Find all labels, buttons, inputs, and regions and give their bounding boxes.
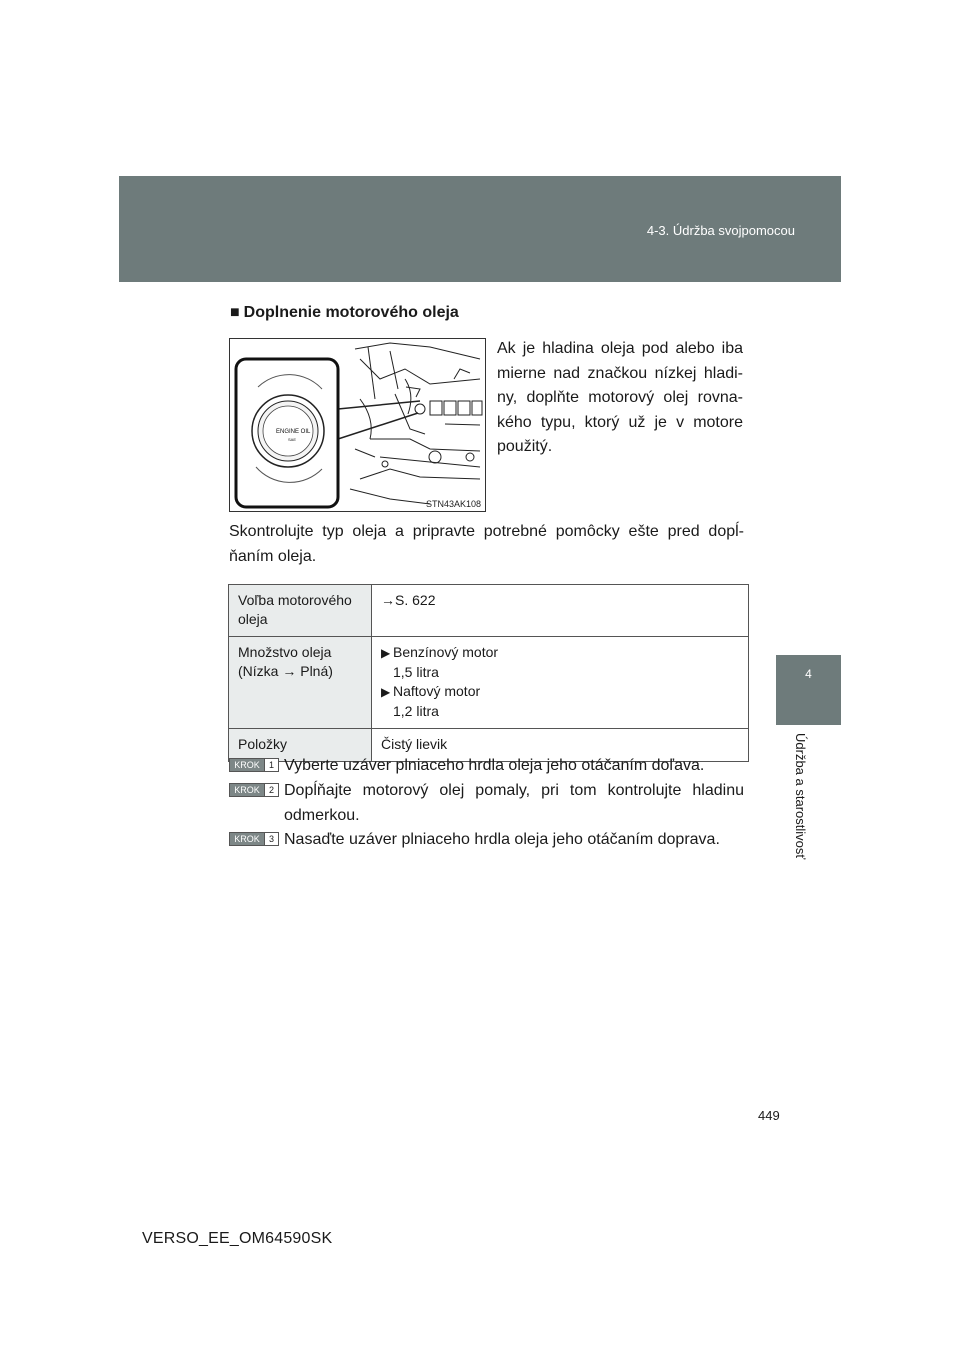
table-row-value: Čistý lievik — [372, 729, 749, 762]
triangle-bullet-icon: ▶ — [381, 646, 391, 660]
chapter-number: 4 — [805, 667, 812, 681]
chapter-tab — [776, 655, 841, 725]
step-text: Dopĺňajte motorový olej pomaly, pri tom kontrolujte hladinu odmerkou. — [284, 782, 744, 824]
chapter-label: Údržba a starostlivosť — [793, 733, 808, 860]
table-row-label: Množstvo oleja (Nízka → Plná) — [229, 637, 372, 729]
intro-paragraph: Ak je hladina oleja pod alebo iba mierne nad značkou nízkej hladi-ny, doplňte motorový olej rovna-kého typu, ktorý už je v motore použitý. — [497, 340, 743, 455]
oil-amount: 1,5 litra — [393, 664, 439, 680]
step-1 — [229, 754, 744, 779]
step-badge-number: 1 — [264, 759, 278, 771]
step-badge — [229, 783, 279, 797]
table-row-label: Voľba motorového oleja — [229, 585, 372, 637]
specification-table — [228, 584, 749, 762]
table-row — [229, 585, 749, 637]
engine-oil-cap-figure — [229, 338, 486, 512]
oil-amount: 1,2 litra — [393, 703, 439, 719]
list-item — [381, 682, 739, 721]
cap-label-sub: SAE — [288, 437, 297, 442]
table-row-value: →S. 622 — [372, 585, 749, 637]
page-number: 449 — [758, 1108, 780, 1123]
header-section-title: 4-3. Údržba svojpomocou — [646, 223, 795, 238]
step-badge-word: KROK — [230, 833, 264, 845]
cap-label-main: ENGINE OIL — [276, 429, 311, 435]
step-3 — [229, 828, 744, 853]
preparation-paragraph: Skontrolujte typ oleja a pripravte potrebné pomôcky ešte pred dopĺ-ňaním oleja. — [229, 523, 744, 565]
step-badge — [229, 832, 279, 846]
step-badge — [229, 758, 279, 772]
section-title-text: Doplnenie motorového oleja — [243, 304, 459, 321]
table-row-label: Položky — [229, 729, 372, 762]
engine-type: Naftový motor — [393, 683, 481, 699]
step-badge-word: KROK — [230, 784, 264, 796]
table-row-value — [372, 637, 749, 729]
table-row — [229, 637, 749, 729]
triangle-bullet-icon: ▶ — [381, 685, 391, 699]
square-bullet-icon: ■ — [230, 304, 240, 321]
document-code: VERSO_EE_OM64590SK — [142, 1230, 333, 1247]
step-text: Vyberte uzáver plniaceho hrdla oleja jeho otáčaním doľava. — [284, 757, 705, 774]
list-item — [381, 643, 739, 682]
engine-bay-illustration — [230, 339, 485, 511]
step-badge-number: 2 — [264, 784, 278, 796]
figure-code: STN43AK108 — [425, 499, 481, 509]
step-badge-word: KROK — [230, 759, 264, 771]
step-badge-number: 3 — [264, 833, 278, 845]
section-title — [230, 304, 459, 322]
step-2 — [229, 779, 744, 828]
header-band — [119, 176, 841, 282]
engine-type: Benzínový motor — [393, 644, 499, 660]
step-text: Nasaďte uzáver plniaceho hrdla oleja jeho otáčaním doprava. — [284, 831, 720, 848]
